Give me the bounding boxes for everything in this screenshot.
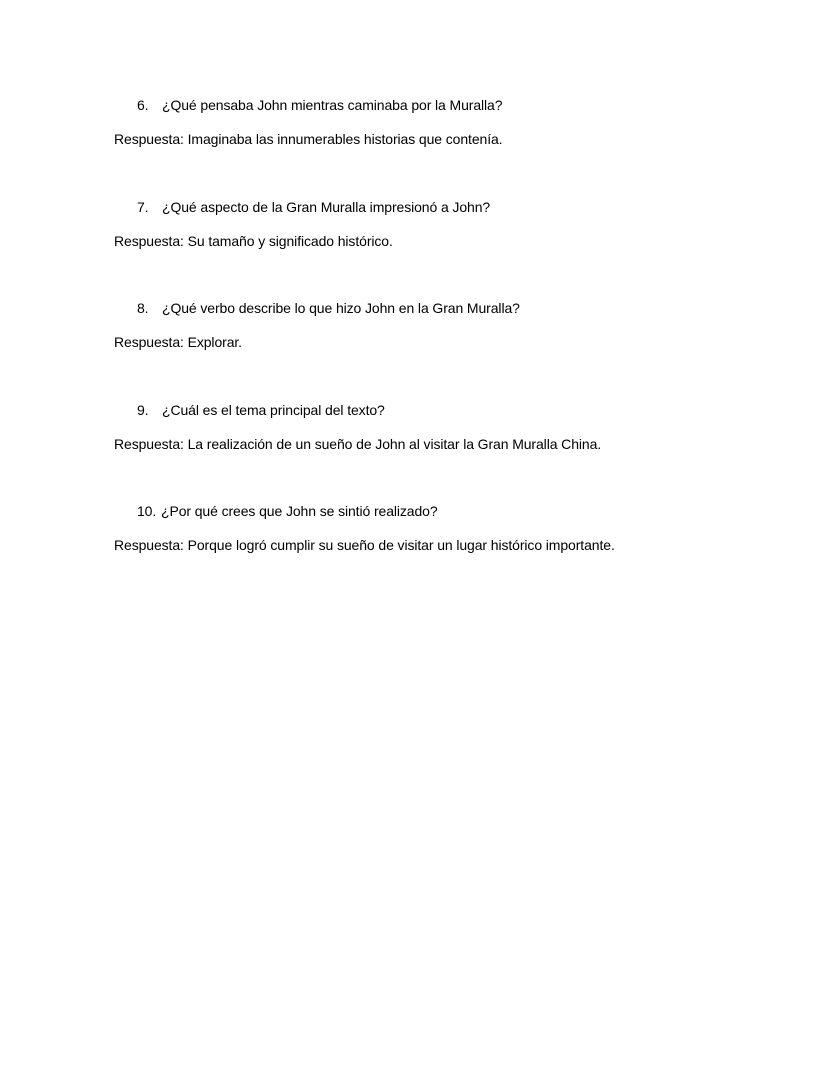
question-10 bbox=[137, 502, 438, 520]
question-text: ¿Qué pensaba John mientras caminaba por la Muralla? bbox=[162, 97, 503, 113]
question-6 bbox=[137, 96, 502, 114]
question-number: 6. bbox=[137, 97, 149, 113]
question-7 bbox=[137, 198, 490, 216]
question-text: ¿Qué aspecto de la Gran Muralla impresionó a John? bbox=[162, 199, 491, 215]
question-number: 7. bbox=[137, 199, 149, 215]
question-text: ¿Cuál es el tema principal del texto? bbox=[162, 402, 385, 418]
question-text: ¿Qué verbo describe lo que hizo John en la Gran Muralla? bbox=[162, 300, 520, 316]
question-9 bbox=[137, 401, 385, 419]
question-8 bbox=[137, 299, 520, 317]
answer-6: Respuesta: Imaginaba las innumerables historias que contenía. bbox=[114, 131, 503, 147]
answer-7: Respuesta: Su tamaño y significado histórico. bbox=[114, 233, 393, 249]
question-text: ¿Por qué crees que John se sintió realizado? bbox=[161, 503, 438, 519]
answer-9: Respuesta: La realización de un sueño de John al visitar la Gran Muralla China. bbox=[114, 436, 602, 452]
answer-8: Respuesta: Explorar. bbox=[114, 334, 242, 350]
question-number: 9. bbox=[137, 402, 149, 418]
question-number: 10. bbox=[137, 503, 157, 519]
answer-10: Respuesta: Porque logró cumplir su sueño de visitar un lugar histórico importante. bbox=[114, 537, 615, 553]
question-number: 8. bbox=[137, 300, 149, 316]
